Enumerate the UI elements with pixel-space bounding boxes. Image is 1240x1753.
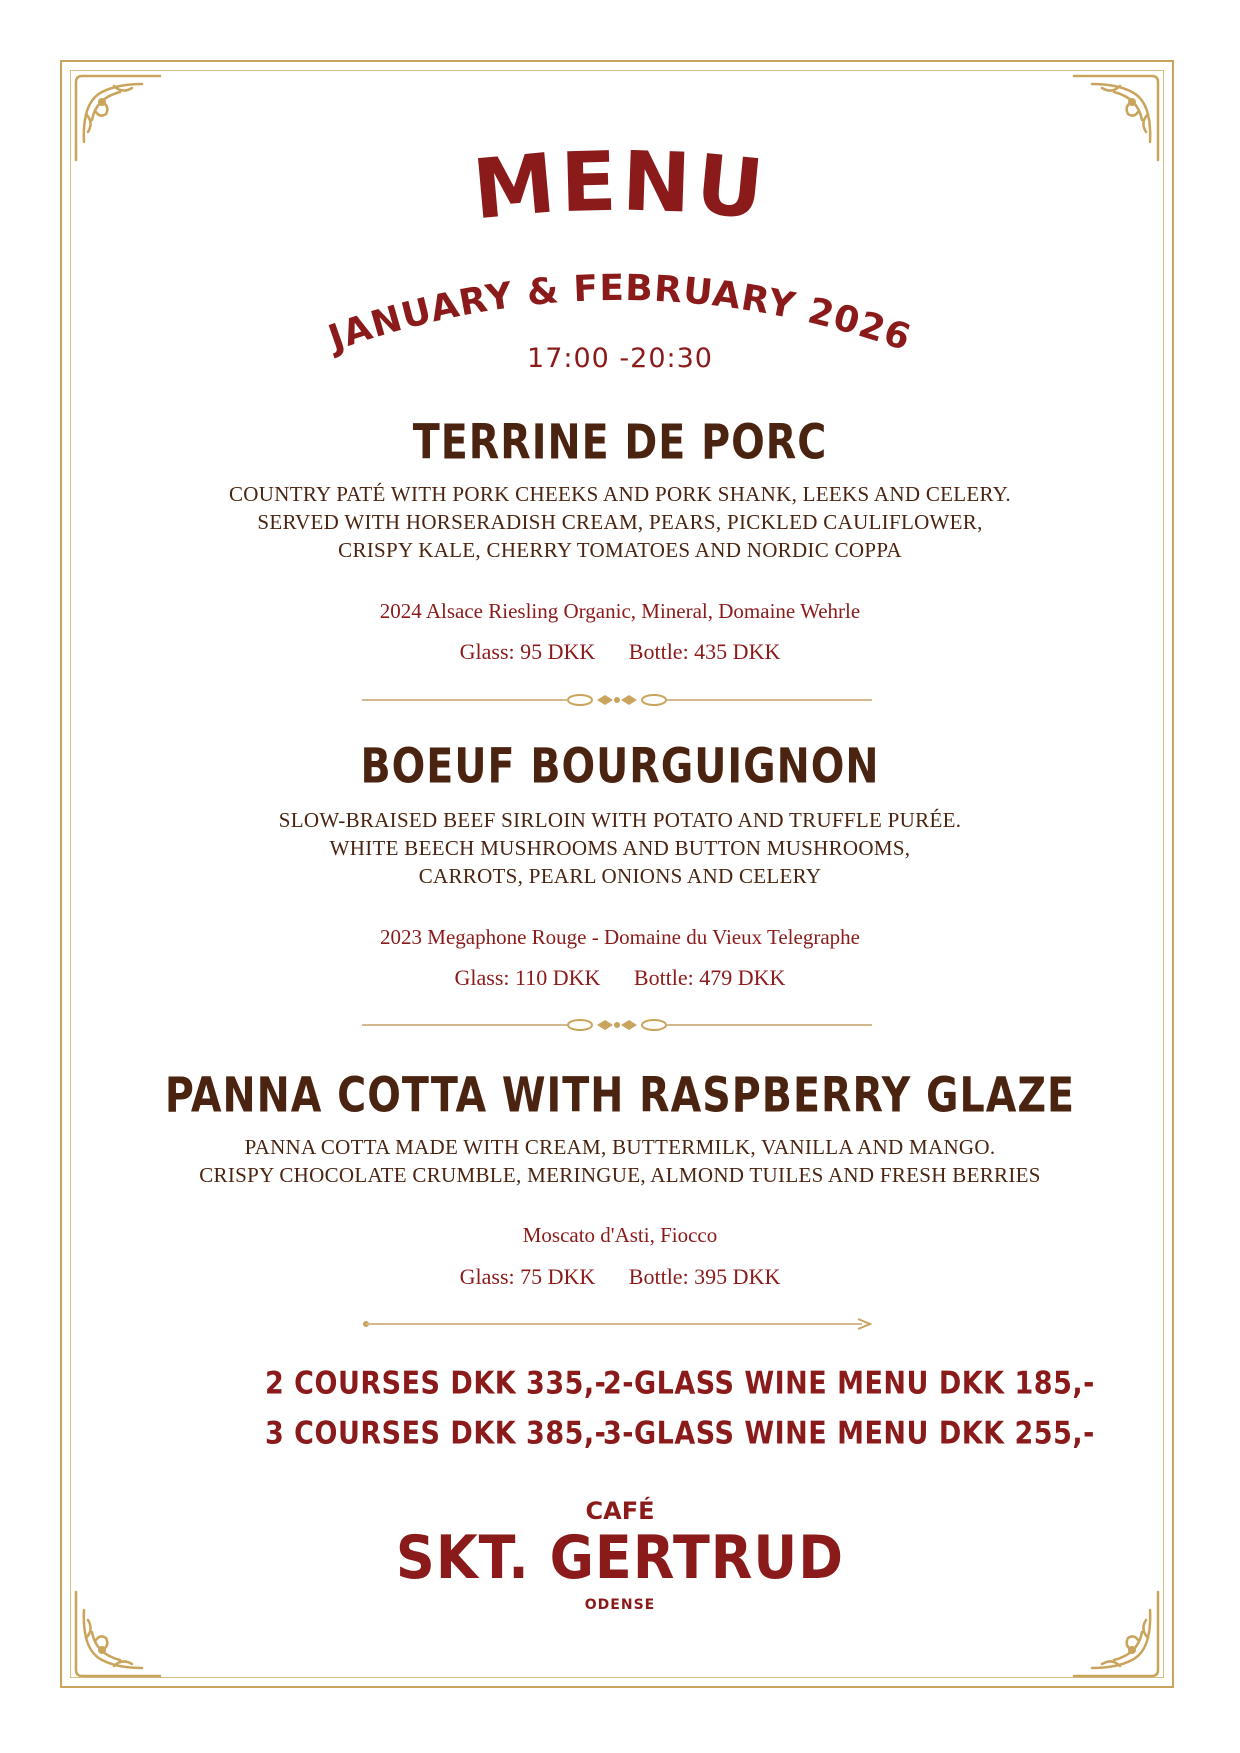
description-line: PANNA COTTA MADE WITH CREAM, BUTTERMILK, VANILLA AND MANGO.: [244, 1135, 996, 1159]
dish-description: [120, 480, 1120, 564]
bottle-price: Bottle: 435 DKK: [628, 639, 781, 664]
corner-ornament-icon: [72, 72, 164, 164]
corner-ornament-icon: [1070, 72, 1162, 164]
ornamental-divider-icon: [362, 1017, 872, 1033]
price-3-courses: 3 COURSES DKK 385,-: [265, 1415, 607, 1452]
description-line: WHITE BEECH MUSHROOMS AND BUTTON MUSHROOMS,: [329, 836, 911, 860]
description-line: COUNTRY PATÉ WITH PORK CHEEKS AND PORK SHANK, LEEKS AND CELERY.: [229, 482, 1011, 506]
wine-pairing: Moscato d'Asti, Fiocco: [522, 1223, 718, 1247]
arrow-divider-icon: [362, 1316, 872, 1332]
service-hours: 17:00 -20:30: [527, 343, 713, 374]
wine-price: [0, 965, 1240, 991]
wine-price: [0, 1264, 1240, 1290]
ornamental-divider-icon: [362, 692, 872, 708]
dish-description: [120, 1133, 1120, 1189]
menu-header: [300, 150, 940, 370]
description-line: CRISPY CHOCOLATE CRUMBLE, MERINGUE, ALMOND TUILES AND FRESH BERRIES: [199, 1163, 1041, 1187]
price-2-courses: 2 COURSES DKK 335,-: [265, 1365, 607, 1402]
dish-title: PANNA COTTA WITH RASPBERRY GLAZE: [164, 1067, 1076, 1124]
description-line: CRISPY KALE, CHERRY TOMATOES AND NORDIC COPPA: [338, 538, 902, 562]
menu-title: MENU: [469, 150, 772, 239]
bottle-price: Bottle: 395 DKK: [628, 1264, 781, 1289]
wine-price: [0, 639, 1240, 665]
glass-price: Glass: 110 DKK: [454, 965, 601, 990]
price-2-glass-wine: 2-GLASS WINE MENU DKK 185,-: [603, 1365, 1095, 1402]
bottle-price: Bottle: 479 DKK: [633, 965, 786, 990]
price-3-glass-wine: 3-GLASS WINE MENU DKK 255,-: [603, 1415, 1095, 1452]
brand-cafe: CAFÉ: [585, 1497, 655, 1525]
description-line: SERVED WITH HORSERADISH CREAM, PEARS, PICKLED CAULIFLOWER,: [257, 510, 983, 534]
description-line: SLOW-BRAISED BEEF SIRLOIN WITH POTATO AND TRUFFLE PURÉE.: [278, 808, 962, 832]
brand-name: SKT. GERTRUD: [395, 1522, 845, 1593]
dish-title: TERRINE DE PORC: [412, 414, 828, 471]
wine-pairing: 2023 Megaphone Rouge - Domaine du Vieux Telegraphe: [380, 925, 860, 949]
glass-price: Glass: 95 DKK: [459, 639, 596, 664]
description-line: CARROTS, PEARL ONIONS AND CELERY: [418, 864, 822, 888]
menu-subtitle: JANUARY & FEBRUARY 2026: [323, 267, 917, 360]
dish-title: BOEUF BOURGUIGNON: [360, 738, 880, 795]
wine-pairing: 2024 Alsace Riesling Organic, Mineral, Domaine Wehrle: [379, 599, 861, 623]
brand-city: ODENSE: [584, 1597, 656, 1613]
glass-price: Glass: 75 DKK: [459, 1264, 596, 1289]
dish-description: [120, 806, 1120, 890]
